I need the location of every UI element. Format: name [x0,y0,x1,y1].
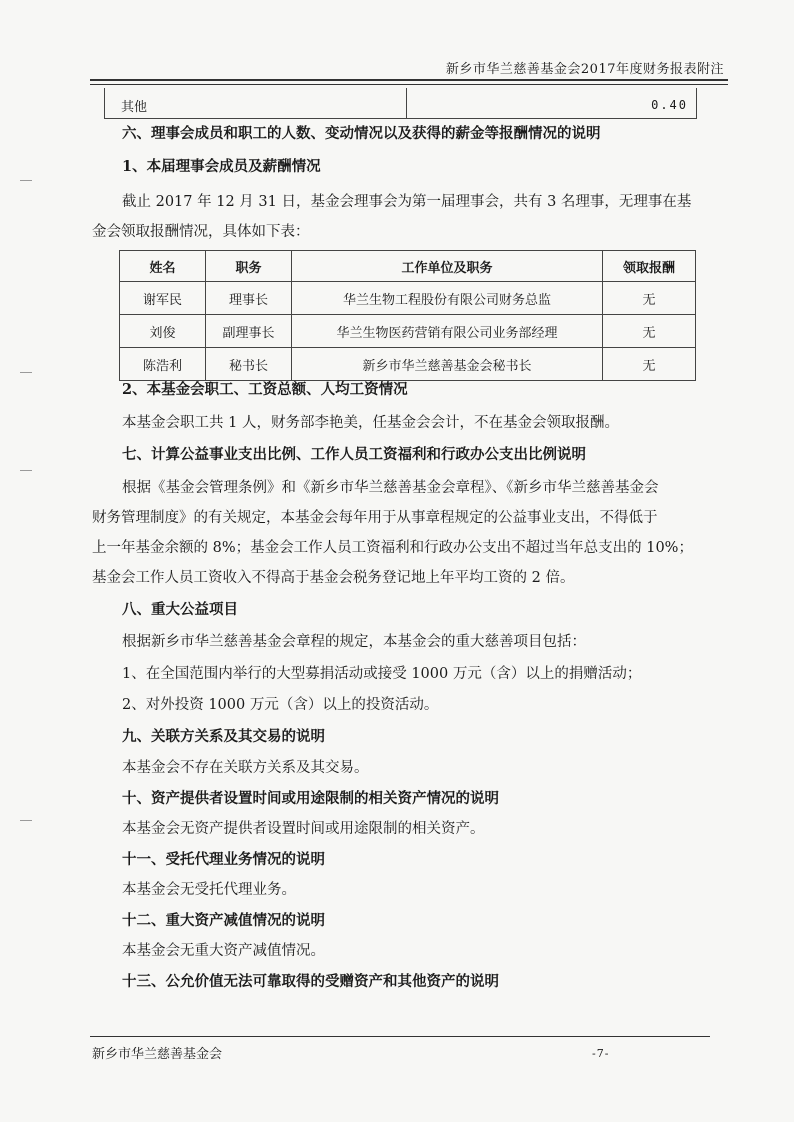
section-7-text-line: 根据《基金会管理条例》和《新乡市华兰慈善基金会章程》、《新乡市华兰慈善基金会 [122,480,659,496]
section-6-sub1-title: 1、本届理事会成员及薪酬情况 [122,158,321,175]
section-8-title: 八、重大公益项目 [122,601,238,618]
carryover-value: 0.40 [651,98,688,112]
scan-mark [20,470,32,471]
scan-mark [20,372,32,373]
section-12-text: 本基金会无重大资产减值情况。 [122,943,325,959]
section-6-text-line: 金会领取报酬情况，具体如下表： [92,224,310,240]
table-cell: 无 [603,348,696,381]
carryover-label: 其他 [121,100,148,115]
table-header-cell: 领取报酬 [603,251,696,282]
section-9-title: 九、关联方关系及其交易的说明 [122,728,325,745]
table-cell: 副理事长 [206,315,292,348]
section-10-text: 本基金会无资产提供者设置时间或用途限制的相关资产。 [122,821,485,837]
table-header-cell: 工作单位及职务 [292,251,603,282]
table-row [120,282,696,315]
section-7-title: 七、计算公益事业支出比例、工作人员工资福利和行政办公支出比例说明 [122,446,586,463]
section-6-sub2-text: 本基金会职工共 1 人，财务部李艳美，任基金会会计，不在基金会领取报酬。 [122,415,619,431]
section-6-text-line: 截止 2017 年 12 月 31 日，基金会理事会为第一届理事会，共有 3 名理事，无理事在基 [122,194,692,210]
table-cell: 无 [603,315,696,348]
table-header-cell: 姓名 [120,251,206,282]
table-cell: 新乡市华兰慈善基金会秘书长 [292,348,603,381]
section-13-title: 十三、公允价值无法可靠取得的受赠资产和其他资产的说明 [122,973,499,990]
header-rule-thin [90,84,728,85]
table-cell: 华兰生物工程股份有限公司财务总监 [292,282,603,315]
section-12-title: 十二、重大资产减值情况的说明 [122,912,325,929]
section-6-title: 六、理事会成员和职工的人数、变动情况以及获得的薪金等报酬情况的说明 [122,125,601,142]
section-7-text-line: 上一年基金余额的 8%；基金会工作人员工资福利和行政办公支出不超过当年总支出的 10%； [92,540,693,556]
header-rule [90,79,728,81]
section-6-sub2-title: 2、本基金会职工、工资总额、人均工资情况 [122,381,408,398]
section-7-text-line: 基金会工作人员工资收入不得高于基金会税务登记地上年平均工资的 2 倍。 [92,570,575,586]
table-cell: 刘俊 [120,315,206,348]
section-10-title: 十、资产提供者设置时间或用途限制的相关资产情况的说明 [122,790,499,807]
page-number: -7- [592,1047,610,1060]
table-header-cell: 职务 [206,251,292,282]
scan-mark [20,180,32,181]
table-cell: 无 [603,282,696,315]
table-row [120,315,696,348]
table-row [120,348,696,381]
section-8-item: 2、对外投资 1000 万元（含）以上的投资活动。 [122,697,439,713]
table-cell: 理事长 [206,282,292,315]
table-cell: 秘书长 [206,348,292,381]
section-9-text: 本基金会不存在关联方关系及其交易。 [122,760,369,776]
page-header: 新乡市华兰慈善基金会2017年度财务报表附注 [445,62,724,77]
carryover-table-row [104,88,697,119]
footer-rule [90,1036,710,1037]
table-cell: 陈浩利 [120,348,206,381]
table-divider [406,88,407,118]
board-compensation-table [119,250,696,381]
table-cell: 谢军民 [120,282,206,315]
scan-mark [20,820,32,821]
section-8-text: 根据新乡市华兰慈善基金会章程的规定，本基金会的重大慈善项目包括： [122,634,586,650]
table-cell: 华兰生物医药营销有限公司业务部经理 [292,315,603,348]
section-11-title: 十一、受托代理业务情况的说明 [122,851,325,868]
section-11-text: 本基金会无受托代理业务。 [122,882,296,898]
section-8-item: 1、在全国范围内举行的大型募捐活动或接受 1000 万元（含）以上的捐赠活动； [122,666,642,682]
footer-org: 新乡市华兰慈善基金会 [92,1047,223,1062]
section-7-text-line: 财务管理制度》的有关规定，本基金会每年用于从事章程规定的公益事业支出，不得低于 [92,510,658,526]
table-header-row [120,251,696,282]
